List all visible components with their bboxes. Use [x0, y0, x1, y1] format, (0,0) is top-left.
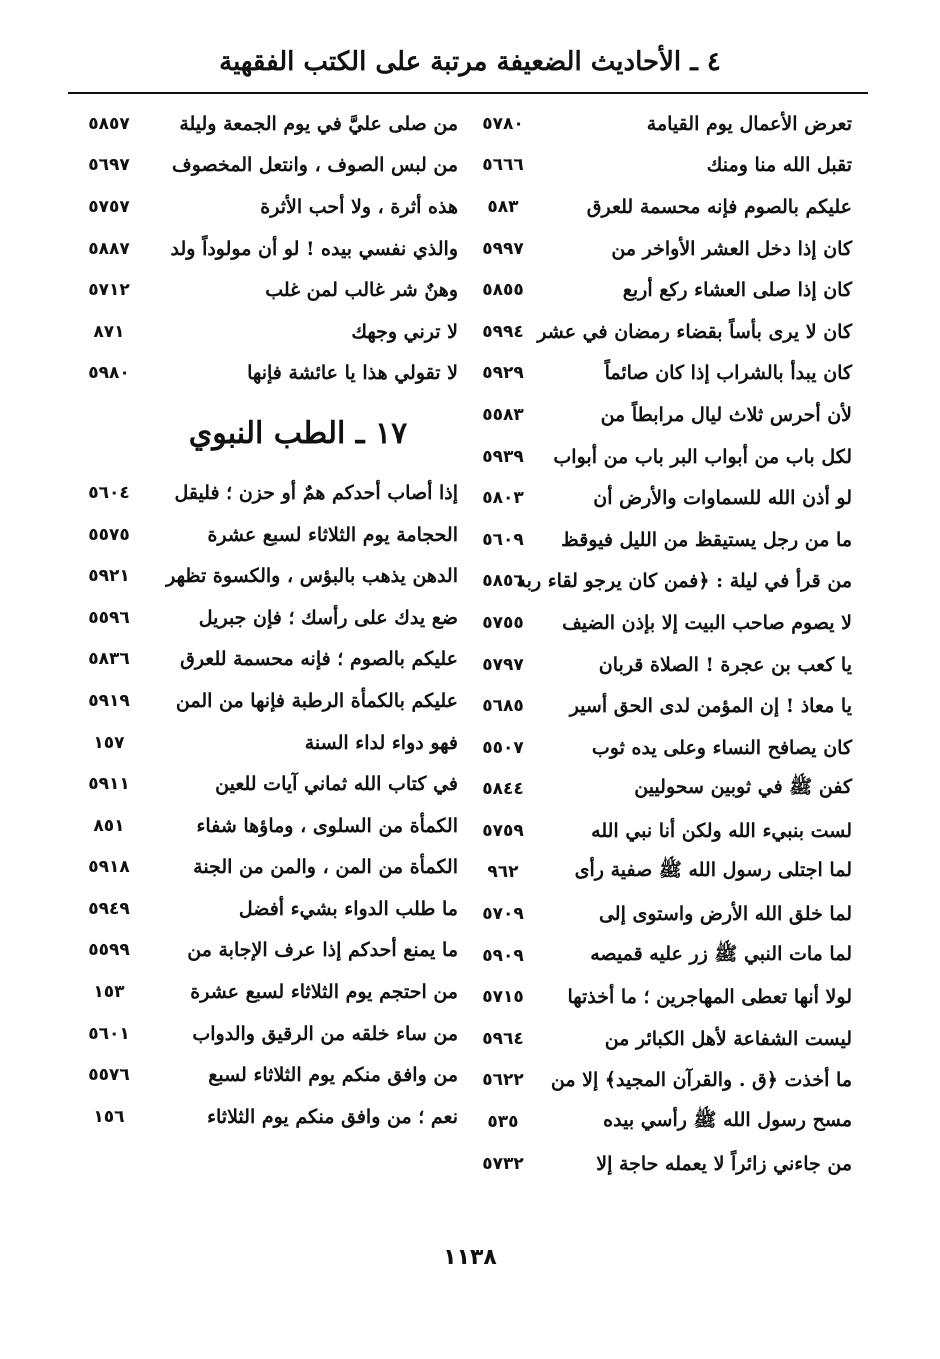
entry-text: كفن ﷺ في ثوبين سحوليين [634, 776, 852, 799]
entry-text: نعم ؛ من وافق منكم يوم الثلاثاء [207, 1105, 458, 1128]
index-entry [78, 472, 458, 514]
entry-number: ٥٩٦٤ [482, 1028, 524, 1049]
index-entry [472, 228, 852, 270]
entry-number: ٥٦٦٦ [482, 155, 524, 176]
entry-text: لا تقولي هذا يا عائشة فإنها [247, 362, 458, 385]
entry-text: الدهن يذهب بالبؤس ، والكسوة تظهر [166, 565, 458, 588]
entry-text: كان يصافح النساء وعلى يده ثوب [591, 736, 852, 759]
entry-text: ما يمنع أحدكم إذا عرف الإجابة من [187, 939, 458, 962]
entry-text: الكمأة من السلوى ، وماؤها شفاء [196, 814, 458, 837]
index-entry [78, 680, 458, 722]
entry-number: ١٥٧ [93, 732, 125, 753]
entry-text: لما مات النبي ﷺ زر عليه قميصه [590, 942, 852, 965]
index-entry [472, 269, 852, 311]
entry-text: من احتجم يوم الثلاثاء لسبع عشرة [190, 981, 458, 1004]
entry-text: من صلى عليَّ في يوم الجمعة وليلة [179, 112, 458, 135]
entry-number: ٥٥٩٩ [88, 940, 130, 961]
entry-number: ٥٦٠١ [88, 1023, 130, 1044]
entry-number: ٥٩٩٤ [482, 321, 524, 342]
index-entry [78, 353, 458, 395]
entry-number: ٥٥٧٥ [88, 524, 130, 545]
entry-text: من قرأ في ليلة : ﴿فمن كان يرجو لقاء ربه [516, 570, 852, 593]
entry-text: يا كعب بن عجرة ! الصلاة قربان [598, 653, 852, 676]
header-rule [68, 92, 868, 94]
entry-text: لولا أنها تعطى المهاجرين ؛ ما أخذتها [567, 986, 852, 1009]
index-entry [472, 644, 852, 686]
index-entry [472, 685, 852, 727]
index-entry [78, 555, 458, 597]
entry-text: تقبل الله منا ومنك [706, 154, 852, 177]
index-entry [78, 847, 458, 889]
entry-number: ٥٨٣٦ [88, 649, 130, 670]
index-entry [472, 186, 852, 228]
entry-number: ٥٨٠٣ [482, 488, 524, 509]
index-entry [472, 976, 852, 1018]
entry-text: إذا أصاب أحدكم همٌ أو حزن ؛ فليقل [174, 481, 458, 504]
entry-text: ليست الشفاعة لأهل الكبائر من [604, 1027, 852, 1050]
entry-number: ٥٥٠٧ [482, 737, 524, 758]
index-entry [472, 935, 852, 977]
entry-text: ما من رجل يستيقظ من الليل فيوقظ [561, 528, 852, 551]
index-entry [78, 514, 458, 556]
entry-number: ٥٧٥٩ [482, 820, 524, 841]
right-column [472, 103, 852, 1184]
entry-number: ٥٩٢١ [88, 566, 130, 587]
section-heading: ١٧ ـ الطب النبوي [188, 415, 408, 451]
entry-text: يا معاذ ! إن المؤمن لدى الحق أسير [569, 695, 852, 718]
entry-text: فهو دواء لداء السنة [304, 731, 458, 754]
entry-text: عليكم بالصوم فإنه محسمة للعرق [586, 195, 852, 218]
entry-text: لما اجتلى رسول الله ﷺ صفية رأى [574, 859, 852, 882]
entry-number: ٥٨٥٧ [88, 113, 130, 134]
index-entry [472, 477, 852, 519]
entry-number: ٥٦٩٧ [88, 155, 130, 176]
entry-text: ضع يدك على رأسك ؛ فإن جبريل [198, 606, 458, 629]
entry-number: ٥٩٣٩ [482, 446, 524, 467]
index-entry [78, 930, 458, 972]
entry-text: من جاءني زائراً لا يعمله حاجة إلا [596, 1152, 852, 1175]
entry-number: ٥٨٥٦ [482, 571, 524, 592]
entry-text: من ساء خلقه من الرقيق والدواب [192, 1022, 458, 1045]
entry-number: ٥٩١٩ [88, 690, 130, 711]
entry-text: لما خلق الله الأرض واستوى إلى [598, 903, 852, 926]
index-entry [78, 805, 458, 847]
entry-number: ١٥٣ [93, 982, 125, 1003]
entry-number: ٥٦٠٤ [88, 482, 130, 503]
index-entry [472, 436, 852, 478]
entry-number: ٥٧١٢ [88, 280, 130, 301]
entry-number: ٥٥٩٦ [88, 607, 130, 628]
entry-number: ٥٧٥٥ [482, 612, 524, 633]
entry-number: ٥٥٨٣ [482, 404, 524, 425]
entry-text: وهنٌ شر غالب لمن غلب [265, 279, 458, 302]
entry-number: ٥٧٠٩ [482, 904, 524, 925]
entry-number: ٥٥٧٦ [88, 1065, 130, 1086]
index-entry [472, 394, 852, 436]
index-entry [472, 852, 852, 894]
entry-text: الحجامة يوم الثلاثاء لسبع عشرة [207, 523, 458, 546]
entry-number: ٥٦٠٩ [482, 529, 524, 550]
entry-number: ٥٧٥٧ [88, 196, 130, 217]
entry-text: لا ترني وجهك [351, 320, 458, 343]
entry-number: ٥٨٥٥ [482, 280, 524, 301]
entry-number: ١٥٦ [93, 1106, 125, 1127]
index-entry [78, 639, 458, 681]
index-entry [472, 353, 852, 395]
index-entry [78, 103, 458, 145]
entry-number: ٥٨٨٧ [88, 238, 130, 259]
entry-number: ٥٩٨٠ [88, 363, 130, 384]
entry-number: ٥٦٢٢ [482, 1070, 524, 1091]
index-entry [78, 1096, 458, 1138]
entry-text: والذي نفسي بيده ! لو أن مولوداً ولد [170, 237, 458, 260]
index-entry [472, 810, 852, 852]
index-entry [472, 1060, 852, 1102]
running-title: ٤ ـ الأحاديث الضعيفة مرتبة على الكتب الفقهية [219, 47, 721, 77]
entry-text: كان لا يرى بأساً بقضاء رمضان في عشر [537, 320, 852, 343]
entry-number: ٨٥١ [93, 815, 125, 836]
entry-text: في كتاب الله ثماني آيات للعين [215, 773, 458, 796]
index-entry [472, 519, 852, 561]
index-entry [78, 269, 458, 311]
entry-number: ٥٧٣٢ [482, 1153, 524, 1174]
entry-text: كان يبدأ بالشراب إذا كان صائماً [604, 362, 852, 385]
index-entry [78, 186, 458, 228]
index-entry [472, 561, 852, 603]
index-entry [78, 971, 458, 1013]
entry-text: لا يصوم صاحب البيت إلا بإذن الضيف [562, 611, 852, 634]
entry-text: ما أخذت ﴿ق . والقرآن المجيد﴾ إلا من [550, 1069, 852, 1092]
index-entry [472, 769, 852, 811]
index-entry [78, 311, 458, 353]
entry-number: ٥٧٩٧ [482, 654, 524, 675]
index-entry [472, 311, 852, 353]
index-entry [472, 1018, 852, 1060]
entry-text: مسح رسول الله ﷺ رأسي بيده [603, 1109, 852, 1132]
entry-text: تعرض الأعمال يوم القيامة [646, 112, 852, 135]
index-entry [472, 1143, 852, 1185]
index-entry [472, 893, 852, 935]
index-entry [78, 597, 458, 639]
index-entry [78, 722, 458, 764]
index-entry [472, 727, 852, 769]
entry-text: لست بنبيء الله ولكن أنا نبي الله [591, 819, 852, 842]
index-entry [78, 1013, 458, 1055]
entry-text: ما طلب الدواء بشيء أفضل [238, 897, 458, 920]
entry-number: ٥٧١٥ [482, 987, 524, 1008]
index-entry [472, 145, 852, 187]
entry-text: كان إذا صلى العشاء ركع أربع [622, 279, 852, 302]
index-entry [78, 888, 458, 930]
entry-text: كان إذا دخل العشر الأواخر من [611, 237, 852, 260]
entry-number: ٥٩٠٩ [482, 945, 524, 966]
entry-number: ٩٦٢ [487, 862, 519, 883]
index-entry [78, 1054, 458, 1096]
entry-number: ٥٨٤٤ [482, 779, 524, 800]
index-entry [472, 1101, 852, 1143]
entry-number: ٥٣٥ [487, 1112, 519, 1133]
index-entry [78, 145, 458, 187]
entry-text: من وافق منكم يوم الثلاثاء لسبع [208, 1064, 458, 1087]
entry-number: ٨٧١ [93, 321, 125, 342]
left-column [78, 103, 458, 1138]
entry-text: لكل باب من أبواب البر باب من أبواب [553, 445, 852, 468]
index-entry [78, 763, 458, 805]
entry-number: ٥٩٩٧ [482, 238, 524, 259]
index-entry [472, 602, 852, 644]
entry-text: عليكم بالكمأة الرطبة فإنها من المن [175, 689, 458, 712]
entry-number: ٥٦٨٥ [482, 696, 524, 717]
entry-text: عليكم بالصوم ؛ فإنه محسمة للعرق [180, 648, 458, 671]
index-entry [78, 228, 458, 270]
entry-number: ٥٧٨٠ [482, 113, 524, 134]
entry-number: ٥٩٢٩ [482, 363, 524, 384]
entry-text: الكمأة من المن ، والمن من الجنة [193, 856, 458, 879]
entry-text: لو أذن الله للسماوات والأرض أن [593, 487, 852, 510]
entry-number: ٥٨٣ [487, 196, 519, 217]
entry-text: هذه أثرة ، ولا أحب الأثرة [260, 195, 458, 218]
page-number: ١١٣٨ [443, 1245, 497, 1270]
entry-number: ٥٩١١ [88, 774, 130, 795]
entry-number: ٥٩٤٩ [88, 898, 130, 919]
entry-text: لأن أحرس ثلاث ليال مرابطاً من [600, 403, 852, 426]
entry-text: من لبس الصوف ، وانتعل المخصوف [172, 154, 458, 177]
index-entry [472, 103, 852, 145]
entry-number: ٥٩١٨ [88, 857, 130, 878]
